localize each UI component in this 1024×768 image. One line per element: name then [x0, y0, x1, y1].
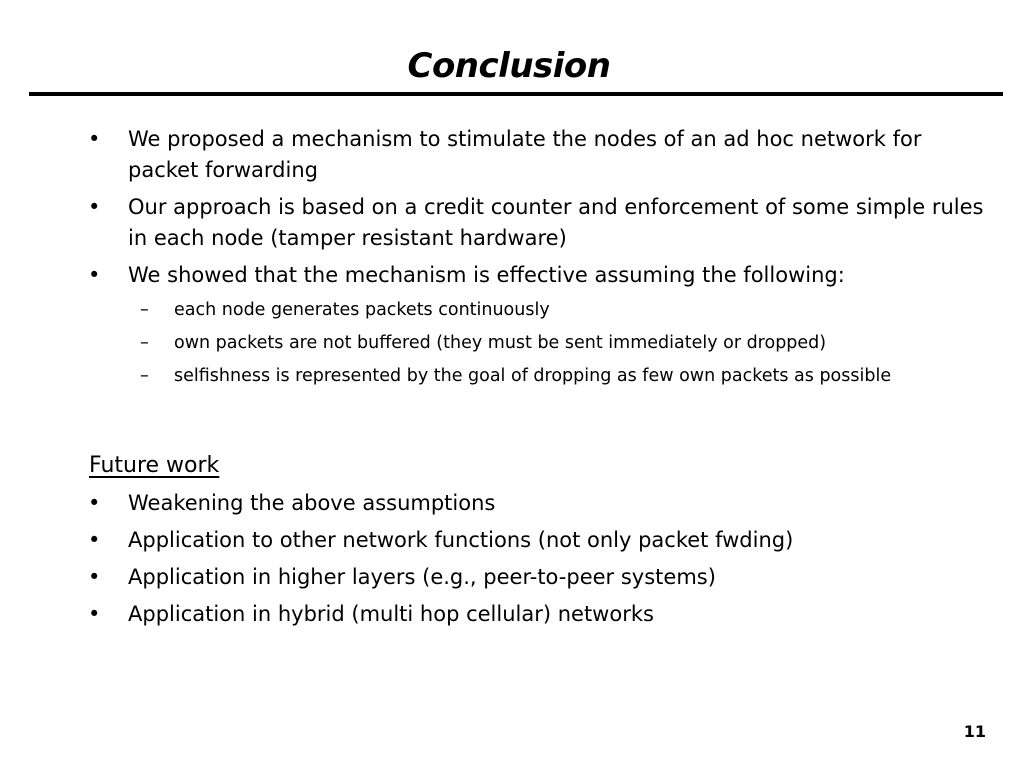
bullet-text: Our approach is based on a credit counter and enforcement of some simple rules in each node (tamper resistant hardware): [128, 195, 984, 250]
bullet-item: [88, 124, 988, 186]
bullet-mark: •: [88, 127, 101, 151]
bullet-mark: •: [88, 565, 101, 589]
bullet-mark: •: [88, 602, 101, 626]
future-bullet-item: [88, 488, 988, 519]
sub-bullet-item: [140, 330, 980, 356]
sub-bullet-text: selfishness is represented by the goal of dropping as few own packets as possible: [174, 366, 892, 386]
sub-bullet-item: [140, 297, 980, 323]
bullet-mark: •: [88, 195, 101, 219]
bullet-item: [88, 260, 988, 291]
bullet-mark: •: [88, 491, 101, 515]
bullet-text: Application in hybrid (multi hop cellular) networks: [128, 602, 654, 626]
sub-bullet-text: own packets are not buffered (they must be sent immediately or dropped): [174, 333, 827, 353]
future-bullet-item: [88, 562, 988, 593]
bullet-text: Application in higher layers (e.g., peer-to-peer systems): [128, 565, 716, 589]
title-divider: [29, 92, 1003, 96]
bullet-mark: •: [88, 263, 101, 287]
bullet-text: Application to other network functions (not only packet fwding): [128, 528, 794, 552]
future-bullet-item: [88, 525, 988, 556]
bullet-text: We showed that the mechanism is effective assuming the following:: [128, 263, 845, 287]
bullet-text: Weakening the above assumptions: [128, 491, 496, 515]
bullet-text: We proposed a mechanism to stimulate the nodes of an ad hoc network for packet forwarding: [128, 127, 922, 182]
slide-title: Conclusion: [407, 46, 611, 86]
bullet-mark: •: [88, 528, 101, 552]
bullet-item: [88, 192, 988, 254]
future-bullet-item: [88, 599, 988, 630]
future-work-heading: Future work: [89, 453, 220, 478]
sub-bullet-item: [140, 363, 980, 389]
sub-bullet-mark: –: [140, 333, 149, 353]
sub-bullet-mark: –: [140, 300, 149, 320]
sub-bullet-mark: –: [140, 366, 149, 386]
page-number: 11: [963, 722, 986, 741]
sub-bullet-text: each node generates packets continuously: [174, 300, 550, 320]
